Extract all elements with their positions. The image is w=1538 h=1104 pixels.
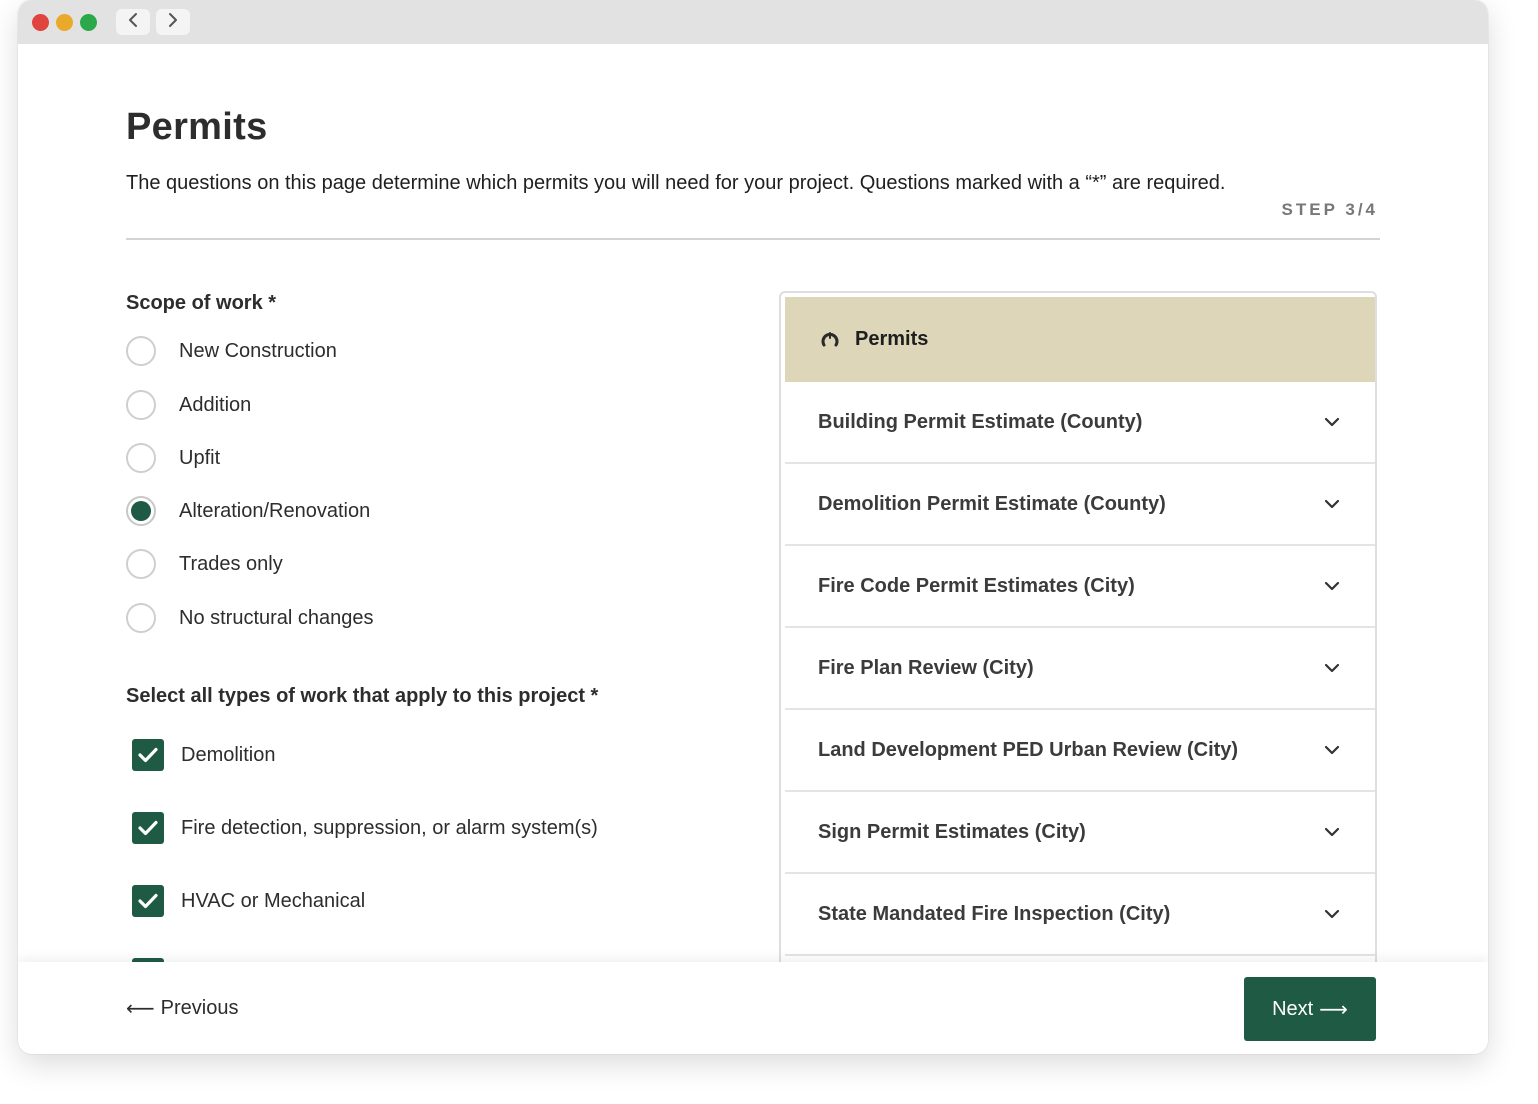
radio-label: Addition <box>179 393 252 416</box>
previous-button[interactable] <box>126 996 238 1020</box>
radio-option-trades-only[interactable] <box>126 547 283 581</box>
checkbox-label: HVAC or Mechanical <box>181 889 366 912</box>
checkmark-icon <box>138 820 158 836</box>
accordion-item-sign-permit[interactable] <box>785 792 1375 874</box>
radio-option-alteration-renovation[interactable] <box>126 494 370 528</box>
next-button[interactable] <box>1244 977 1376 1041</box>
radio-label: Trades only <box>179 552 283 575</box>
accordion-label: Fire Plan Review (City) <box>818 656 1034 679</box>
chevron-down-icon[interactable] <box>1323 905 1341 923</box>
chevron-down-icon[interactable] <box>1323 741 1341 759</box>
checkbox-checked[interactable] <box>132 885 164 917</box>
checkbox-label: Fire detection, suppression, or alarm system(s) <box>181 816 598 839</box>
radio-label: Alteration/Renovation <box>179 499 371 522</box>
accordion-item-fire-plan-review[interactable] <box>785 628 1375 710</box>
arrow-left-icon: ⟵ <box>126 996 155 1020</box>
chevron-down-icon[interactable] <box>1323 823 1341 841</box>
radio-option-addition[interactable] <box>126 388 251 422</box>
accordion-item-fire-code-permit[interactable] <box>785 546 1375 628</box>
step-indicator: STEP 3/4 <box>1281 200 1378 219</box>
browser-window <box>18 0 1488 1054</box>
accordion-label: Building Permit Estimate (County) <box>818 410 1143 433</box>
checkbox-option-fire-detection[interactable] <box>132 811 598 845</box>
chevron-down-icon[interactable] <box>1323 659 1341 677</box>
accordion-label: State Mandated Fire Inspection (City) <box>818 902 1171 925</box>
chevron-down-icon[interactable] <box>1323 577 1341 595</box>
radio-button[interactable] <box>126 390 156 420</box>
chevron-right-icon <box>167 12 179 33</box>
chevron-down-icon[interactable] <box>1323 413 1341 431</box>
scope-of-work-label: Scope of work * <box>126 292 277 314</box>
maximize-window-button[interactable] <box>80 14 97 31</box>
checkbox-checked[interactable] <box>132 739 164 771</box>
forward-button[interactable] <box>156 9 190 35</box>
radio-button[interactable] <box>126 336 156 366</box>
checkbox-option-demolition[interactable] <box>132 738 275 772</box>
work-types-label: Select all types of work that apply to this project * <box>126 685 599 707</box>
header-divider <box>126 238 1380 240</box>
radio-selected-dot <box>131 501 151 521</box>
accordion-item-state-fire-inspection[interactable] <box>785 874 1375 956</box>
accordion-item-demolition-permit[interactable] <box>785 464 1375 546</box>
radio-button[interactable] <box>126 443 156 473</box>
accordion-label: Fire Code Permit Estimates (City) <box>818 574 1135 597</box>
previous-label: Previous <box>160 996 239 1019</box>
radio-option-upfit[interactable] <box>126 441 220 475</box>
permits-panel <box>779 291 1377 962</box>
next-label: Next <box>1272 997 1314 1020</box>
minimize-window-button[interactable] <box>56 14 73 31</box>
accordion-label: Sign Permit Estimates (City) <box>818 820 1086 843</box>
radio-option-no-structural-changes[interactable] <box>126 601 374 635</box>
page-intro: The questions on this page determine which permits you will need for your project. Questions marked with a “*” are required. <box>126 172 1226 194</box>
close-window-button[interactable] <box>32 14 49 31</box>
radio-option-new-construction[interactable] <box>126 334 337 368</box>
checkbox-option-hvac[interactable] <box>132 884 365 918</box>
radio-button[interactable] <box>126 549 156 579</box>
radio-button[interactable] <box>126 603 156 633</box>
chevron-left-icon <box>127 12 139 33</box>
accordion-label: Land Development PED Urban Review (City) <box>818 738 1239 761</box>
radio-label: Upfit <box>179 446 221 469</box>
accordion-label: Demolition Permit Estimate (County) <box>818 492 1166 515</box>
radio-button-selected[interactable] <box>126 496 156 526</box>
loading-spinner-icon <box>819 329 841 351</box>
permits-panel-title: Permits <box>855 328 929 350</box>
accordion-item-building-permit[interactable] <box>785 382 1375 464</box>
permits-panel-header <box>785 297 1375 382</box>
chevron-down-icon[interactable] <box>1323 495 1341 513</box>
radio-label: New Construction <box>179 339 337 362</box>
page-content <box>18 44 1488 962</box>
checkmark-icon <box>138 747 158 763</box>
accordion-item-land-development[interactable] <box>785 710 1375 792</box>
radio-label: No structural changes <box>179 606 374 629</box>
checkbox-label: Demolition <box>181 743 276 766</box>
back-button[interactable] <box>116 9 150 35</box>
title-bar <box>18 0 1488 44</box>
page-title: Permits <box>126 106 268 148</box>
footer-bar <box>18 962 1488 1054</box>
checkmark-icon <box>138 893 158 909</box>
arrow-right-icon: ⟶ <box>1319 997 1348 1021</box>
checkbox-checked[interactable] <box>132 812 164 844</box>
